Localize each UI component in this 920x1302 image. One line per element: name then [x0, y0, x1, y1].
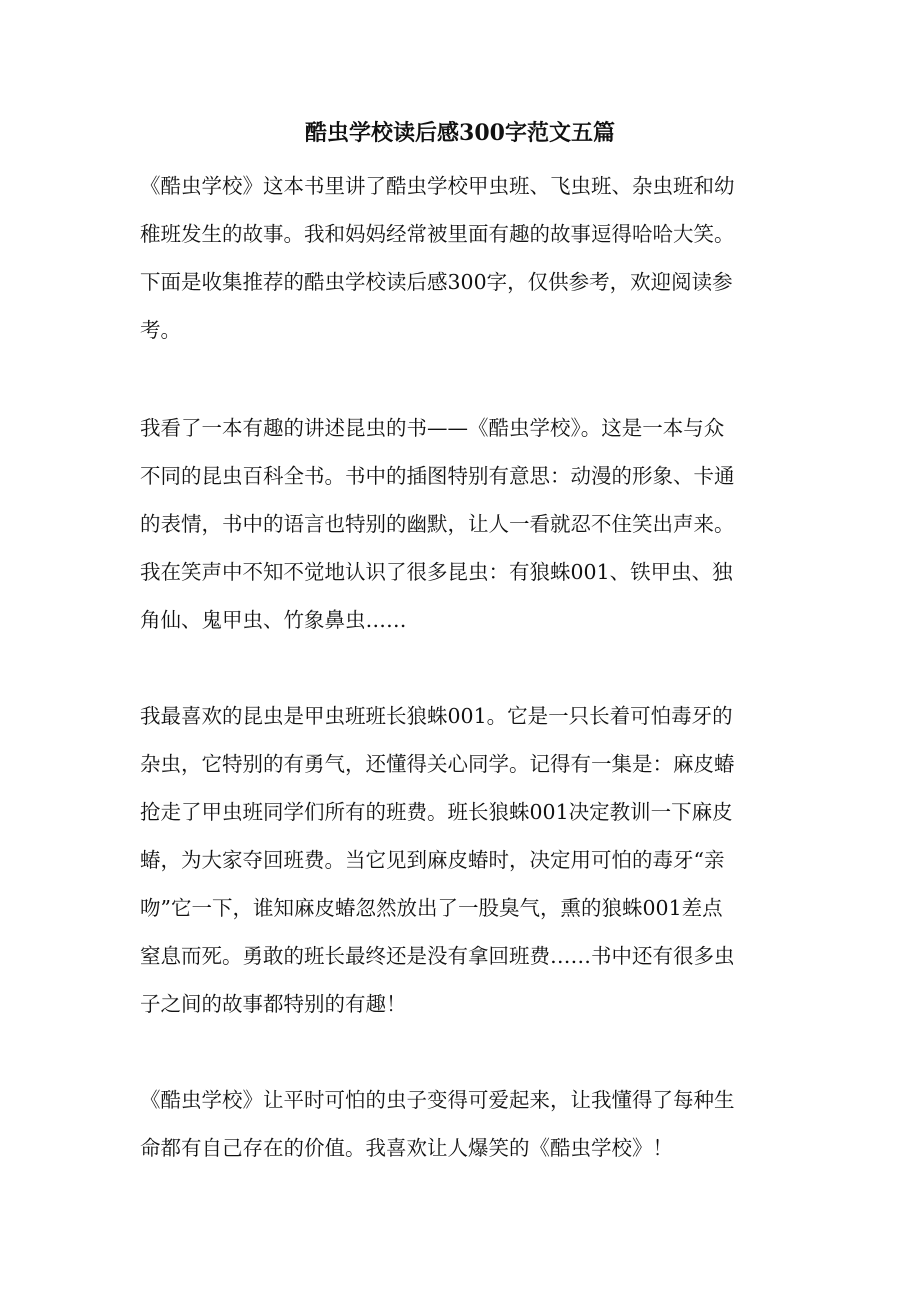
text-line: 的表情，书中的语言也特别的幽默，让人一看就忍不住笑出声来。	[140, 512, 735, 536]
text-line: 我看了一本有趣的讲述昆虫的书——《酷虫学校》。这是一本与众	[140, 416, 725, 440]
text-line: 命都有自己存在的价值。我喜欢让人爆笑的《酷虫学校》！	[140, 1136, 673, 1160]
text-line: 《酷虫学校》这本书里讲了酷虫学校甲虫班、飞虫班、杂虫班和幼	[140, 174, 735, 198]
text-line: 子之间的故事都特别的有趣！	[140, 992, 407, 1016]
paragraph-intro	[140, 162, 800, 354]
text-line: 我在笑声中不知不觉地认识了很多昆虫：有狼蛛001、铁甲虫、独	[140, 560, 733, 584]
paragraph-4	[140, 1076, 800, 1172]
text-line: 角仙、鬼甲虫、竹象鼻虫……	[140, 608, 407, 632]
paragraph-3	[140, 692, 800, 1028]
text-line: 窒息而死。勇敢的班长最终还是没有拿回班费……书中还有很多虫	[140, 944, 735, 968]
text-line: 杂虫，它特别的有勇气，还懂得关心同学。记得有一集是：麻皮蝽	[140, 752, 735, 776]
paragraph-2	[140, 404, 800, 644]
text-line: 我最喜欢的昆虫是甲虫班班长狼蛛001。它是一只长着可怕毒牙的	[140, 704, 733, 728]
text-line: 抢走了甲虫班同学们所有的班费。班长狼蛛001决定教训一下麻皮	[140, 800, 733, 824]
text-line: 考。	[140, 318, 181, 342]
text-line: 蝽，为大家夺回班费。当它见到麻皮蝽时，决定用可怕的毒牙“亲	[140, 848, 725, 872]
text-line: 下面是收集推荐的酷虫学校读后感300字，仅供参考，欢迎阅读参	[140, 270, 733, 294]
text-line: 稚班发生的故事。我和妈妈经常被里面有趣的故事逗得哈哈大笑。	[140, 222, 735, 246]
text-line: 不同的昆虫百科全书。书中的插图特别有意思：动漫的形象、卡通	[140, 464, 735, 488]
document-title: 酷虫学校读后感300字范文五篇	[305, 120, 615, 146]
text-line: 《酷虫学校》让平时可怕的虫子变得可爱起来，让我懂得了每种生	[140, 1088, 735, 1112]
text-line: 吻”它一下，谁知麻皮蝽忽然放出了一股臭气，熏的狼蛛001差点	[140, 896, 723, 920]
